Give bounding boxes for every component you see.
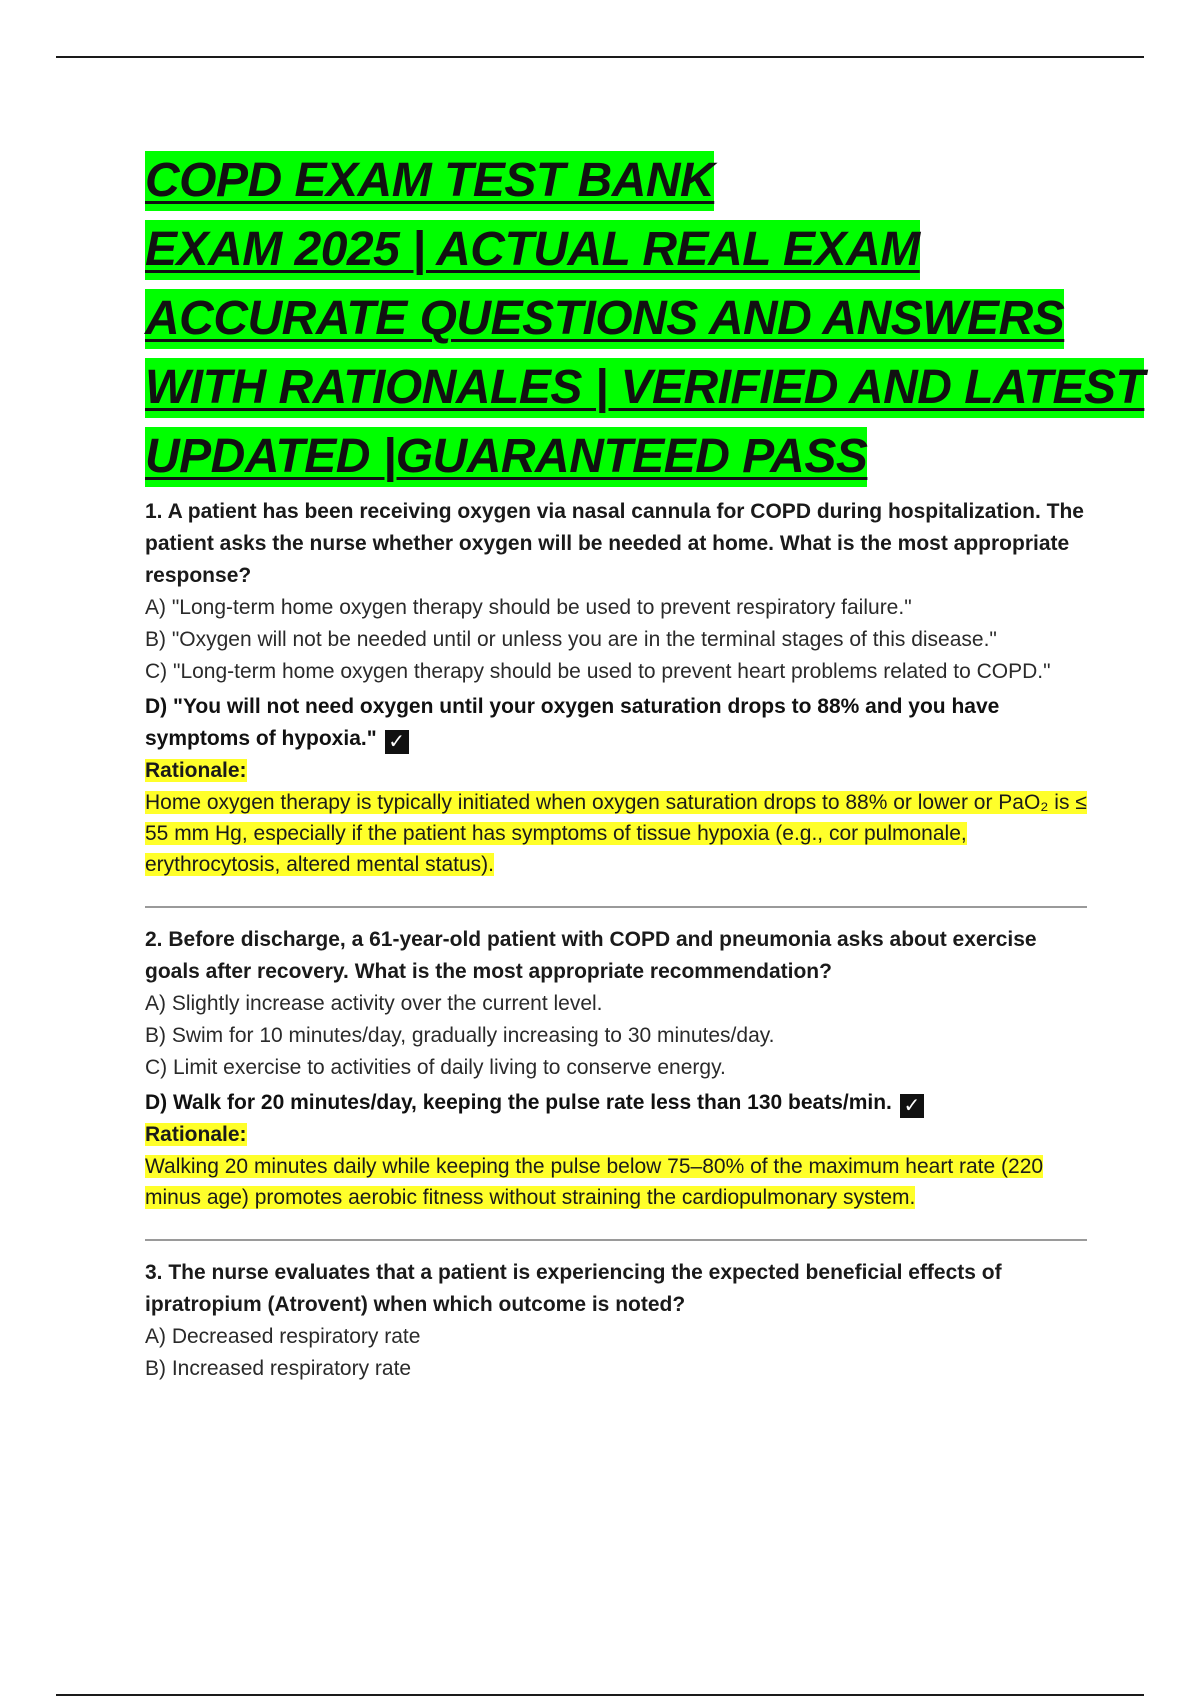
title-line-3: ACCURATE QUESTIONS AND ANSWERS: [145, 289, 1064, 349]
question-2-rationale-label-text: Rationale:: [145, 1123, 247, 1146]
question-2-rationale-label: [145, 1119, 1090, 1151]
question-1-option-b: B) "Oxygen will not be needed until or unless you are in the terminal stages of this disease.": [145, 628, 997, 651]
top-rule: [56, 56, 1144, 58]
question-2-stem: 2. Before discharge, a 61-year-old patient with COPD and pneumonia asks about exercise goals after recovery. What is the most appropriate recommendation?: [145, 928, 1037, 983]
question-1-stem: 1. A patient has been receiving oxygen via nasal cannula for COPD during hospitalization. The patient asks the nurse whether oxygen will be needed at home. What is the most appropriate response?: [145, 500, 1084, 587]
question-2-option-d-text: D) Walk for 20 minutes/day, keeping the pulse rate less than 130 beats/min.: [145, 1091, 892, 1114]
title-line-1: COPD EXAM TEST BANK: [145, 151, 714, 211]
question-3-option-a: A) Decreased respiratory rate: [145, 1325, 421, 1348]
title-line-4: WITH RATIONALES | VERIFIED AND LATEST: [145, 358, 1144, 418]
question-1-option-d-correct: [145, 691, 1090, 755]
question-2-option-a: A) Slightly increase activity over the current level.: [145, 992, 603, 1015]
question-2: [145, 924, 1090, 1213]
question-2-option-c: C) Limit exercise to activities of daily living to conserve energy.: [145, 1056, 726, 1079]
question-1-rationale: [145, 787, 1090, 880]
question-2-option-d-correct: [145, 1087, 1090, 1119]
question-2-rationale: [145, 1151, 1090, 1213]
question-1: [145, 496, 1090, 880]
title-line-2: EXAM 2025 | ACTUAL REAL EXAM: [145, 220, 920, 280]
document-title: [145, 151, 1145, 487]
question-1-option-c: C) "Long-term home oxygen therapy should be used to prevent heart problems related to COPD.": [145, 660, 1051, 683]
title-line-5: UPDATED |GUARANTEED PASS: [145, 427, 867, 487]
checkmark-icon: ✓: [900, 1094, 924, 1118]
section-divider: [145, 906, 1087, 908]
question-3-option-b: B) Increased respiratory rate: [145, 1357, 412, 1380]
section-divider: [145, 1239, 1087, 1241]
question-3-stem: 3. The nurse evaluates that a patient is experiencing the expected beneficial effects of ipratropium (Atrovent) when which outcome is noted?: [145, 1261, 1002, 1316]
question-2-option-b: B) Swim for 10 minutes/day, gradually increasing to 30 minutes/day.: [145, 1024, 775, 1047]
checkmark-icon: ✓: [385, 730, 409, 754]
question-1-option-a: A) "Long-term home oxygen therapy should be used to prevent respiratory failure.": [145, 596, 912, 619]
question-2-rationale-text: Walking 20 minutes daily while keeping the pulse below 75–80% of the maximum heart rate (220 minus age) promotes aerobic fitness without straining the cardiopulmonary system.: [145, 1155, 1044, 1209]
question-1-rationale-text: Home oxygen therapy is typically initiated when oxygen saturation drops to 88% or lower or PaO₂ is ≤ 55 mm Hg, especially if the patient has symptoms of tissue hypoxia (e.g., cor pulmonale, erythrocytosis, altered mental status).: [145, 791, 1087, 876]
question-3: [145, 1257, 1090, 1385]
document-body: [145, 151, 1145, 1385]
question-1-rationale-label-text: Rationale:: [145, 759, 247, 782]
question-1-option-d-text: D) "You will not need oxygen until your oxygen saturation drops to 88% and you have symptoms of hypoxia.": [145, 695, 1000, 750]
question-1-rationale-label: [145, 755, 1090, 787]
bottom-rule: [56, 1694, 1144, 1696]
